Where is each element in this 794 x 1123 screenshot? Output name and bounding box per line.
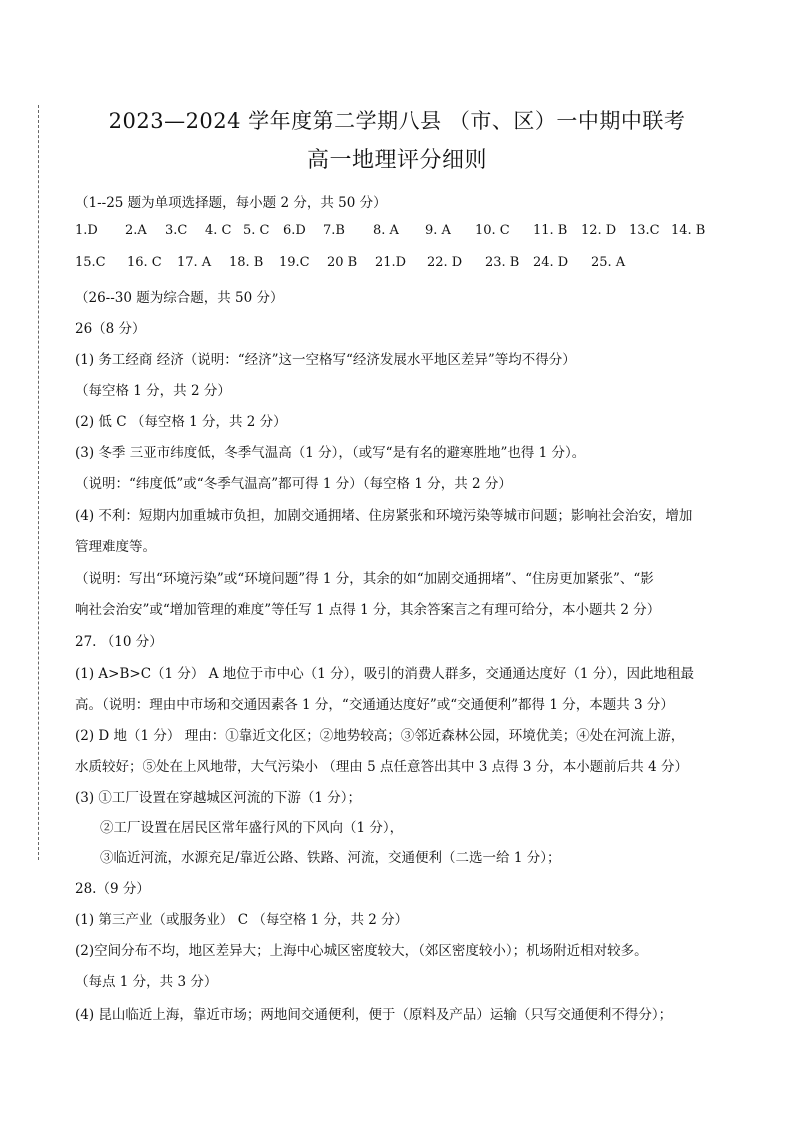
q26-part4-note: （说明：写出“环境污染”或“环境问题”得 1 分，其余的如“加剧交通拥堵”、“住房更加紧张”、“影 [75,571,654,587]
answer-item: 13.C [629,223,660,238]
answer-row-1 [75,223,711,238]
q26-part4: (4) 不利：短期内加重城市负担，加剧交通拥堵、住房紧张和环境污染等城市问题；影响社会治安，增加 [75,508,693,524]
document-title: 2023—2024 学年度第二学期八县 （市、区）一中期中联考 [108,109,686,133]
answer-item: 23. B [485,255,520,270]
q26-part1: (1) 务工经商 经济（说明：“经济”这一空格写“经济发展水平地区差异”等均不得分） [75,352,576,368]
q27-part3-item3: ③临近河流，水源充足/靠近公路、铁路、河流，交通便利（二选一给 1 分）； [100,850,561,866]
answer-item: 10. C [475,223,510,238]
q26-part2: (2) 低 C （每空格 1 分，共 2 分） [75,414,287,430]
q27-part3: (3) ①工厂设置在穿越城区河流的下游（1 分）； [75,790,362,806]
answer-row-2 [75,255,631,270]
answer-item: 5. C [243,223,270,238]
q28-part2: (2)空间分布不均，地区差异大；上海中心城区密度较大，（郊区密度较小）；机场附近相对较多。 [75,943,648,959]
q26-part4-note-cont: 响社会治安”或“增加管理的难度”等任写 1 点得 1 分，其余答案言之有理可给分，本小题共 2 分） [75,602,661,618]
q27-part2-cont: 水质较好；⑤处在上风地带，大气污染小 （理由 5 点任意答出其中 3 点得 3 分，本小题前后共 4 分） [75,759,688,775]
answer-item: 3.C [165,223,188,238]
answer-item: 12. D [581,223,617,238]
q26-header: 26（8 分） [75,321,146,337]
answer-item: 17. A [177,255,212,270]
q26-part4-cont: 管理难度等。 [75,539,156,555]
q27-part1-note: 高。（说明：理由中市场和交通因素各 1 分，“交通通达度好”或“交通便利”都得 1 分，本题共 3 分） [75,697,674,713]
q26-part3-note: （说明：“纬度低”或“冬季气温高”都可得 1 分）（每空格 1 分，共 2 分） [75,476,512,492]
answer-item: 6.D [283,223,306,238]
section1-note: （1--25 题为单项选择题，每小题 2 分，共 50 分） [75,195,387,211]
q27-part3-item2: ②工厂设置在居民区常年盛行风的下风向（1 分）， [100,820,404,836]
answer-item: 15.C [75,255,106,270]
answer-item: 18. B [229,255,264,270]
answer-item: 2.A [125,223,147,238]
answer-item: 20 B [327,255,358,270]
q27-header: 27. （10 分） [75,634,163,650]
q27-part2: (2) D 地（1 分） 理由：①靠近文化区；②地势较高；③邻近森林公园，环境优美；④处在河流上游， [75,728,685,744]
answer-item: 25. A [591,255,626,270]
answer-item: 22. D [427,255,463,270]
answer-item: 21.D [375,255,407,270]
q28-part2-score: （每点 1 分，共 3 分） [75,974,218,990]
q26-part3: (3) 冬季 三亚市纬度低，冬季气温高（1 分），（或写“是有名的避寒胜地”也得 1 分）。 [75,445,586,461]
answer-item: 8. A [373,223,399,238]
answer-item: 14. B [671,223,706,238]
answer-item: 11. B [533,223,568,238]
q27-part1: (1) A>B>C（1 分） A 地位于市中心（1 分），吸引的消费人群多，交通通达度好（1 分），因此地租最 [75,666,695,682]
answer-item: 24. D [533,255,569,270]
binding-margin-line [38,105,39,860]
document-subtitle: 高一地理评分细则 [306,148,487,173]
q28-part1: (1) 第三产业（或服务业） C （每空格 1 分，共 2 分） [75,912,409,928]
q28-header: 28.（9 分） [75,881,150,897]
answer-item: 1.D [75,223,98,238]
answer-item: 7.B [323,223,345,238]
answer-item: 4. C [205,223,232,238]
section2-note: （26--30 题为综合题，共 50 分） [75,290,284,306]
q28-part4: (4) 昆山临近上海，靠近市场；两地间交通便利，便于（原料及产品）运输（只写交通便利不得分）； [75,1007,673,1023]
answer-item: 9. A [425,223,451,238]
answer-item: 16. C [127,255,162,270]
q26-part1-score: （每空格 1 分，共 2 分） [75,383,231,399]
answer-item: 19.C [279,255,310,270]
